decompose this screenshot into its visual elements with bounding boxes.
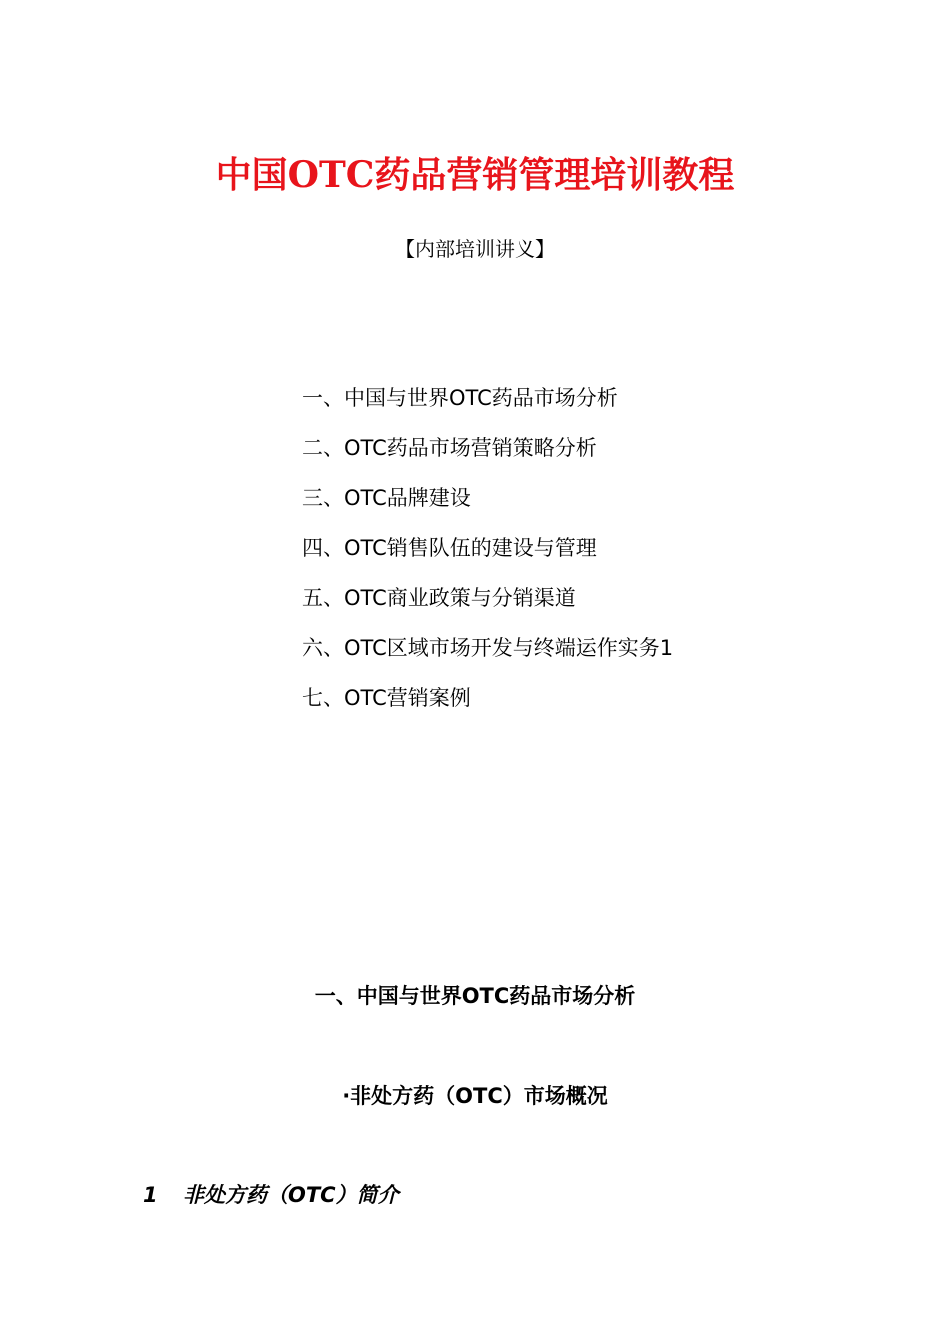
toc-item-6: 六、OTC区域市场开发与终端运作实务1 [302,636,674,660]
document-subtitle: 【内部培训讲义】 [395,237,555,261]
toc-item-7: 七、OTC营销案例 [302,686,471,710]
heading-text: 非处方药（OTC）简介 [183,1183,399,1207]
toc-item-2: 二、OTC药品市场营销策略分析 [302,436,597,460]
toc-item-1: 一、中国与世界OTC药品市场分析 [302,386,618,410]
toc-item-3: 三、OTC品牌建设 [302,486,471,510]
numbered-heading [143,1179,399,1211]
toc-item-4: 四、OTC销售队伍的建设与管理 [302,536,597,560]
document-title: 中国OTC药品营销管理培训教程 [215,154,735,196]
toc-item-5: 五、OTC商业政策与分销渠道 [302,586,576,610]
section-heading: 一、中国与世界OTC药品市场分析 [314,984,636,1008]
heading-number: 1 [143,1183,158,1207]
subsection-heading: ·非处方药（OTC）市场概况 [342,1084,608,1108]
table-of-contents [302,382,673,732]
